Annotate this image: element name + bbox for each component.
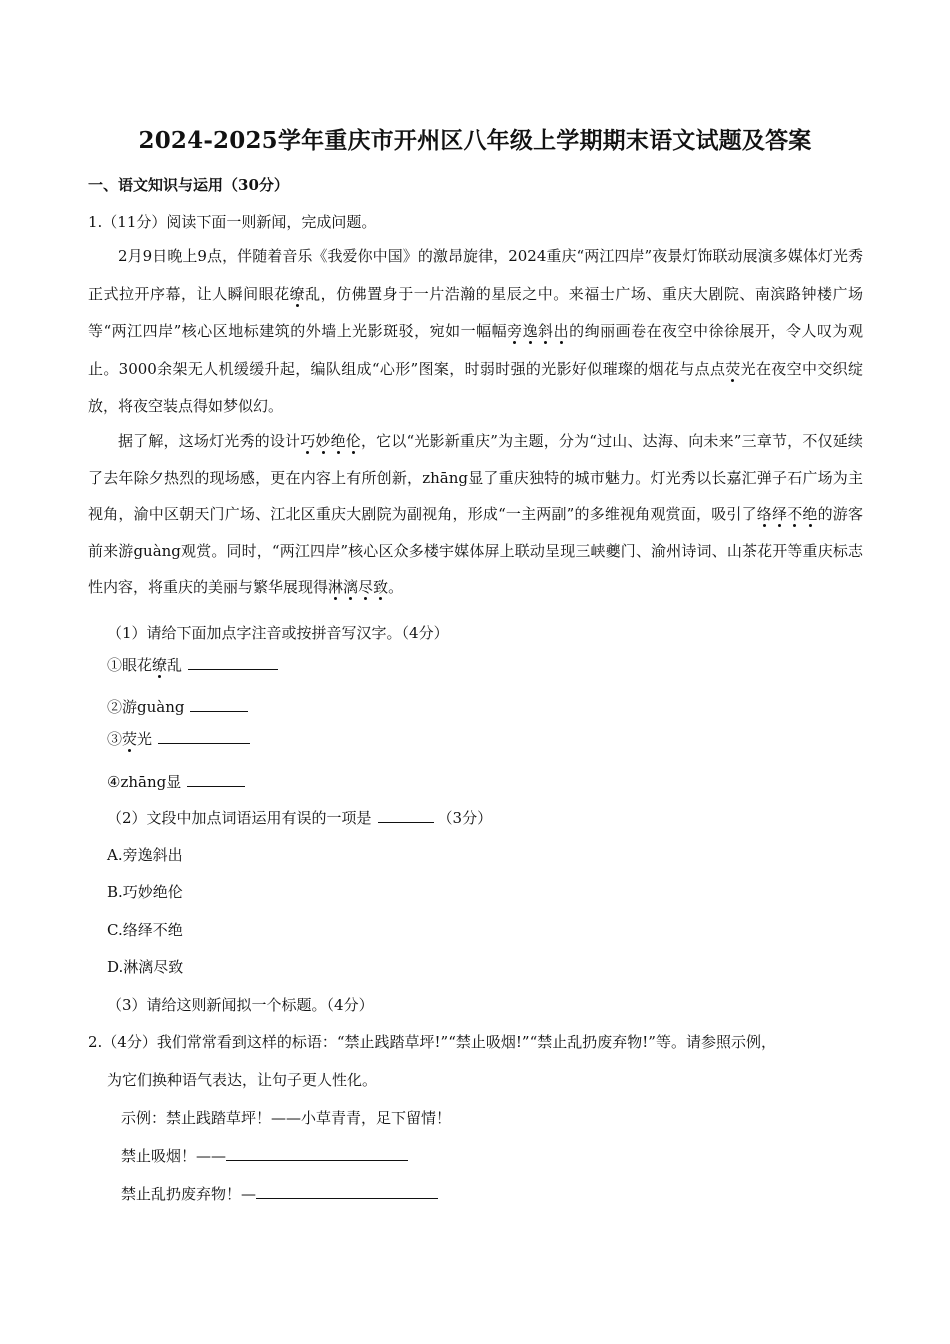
option-d: D.淋漓尽致 — [107, 958, 184, 976]
answer-blank[interactable] — [188, 654, 278, 670]
question-2-stem-line2: 为它们换种语气表达，让句子更人性化。 — [107, 1071, 378, 1089]
blank-line-1: 禁止吸烟！—— — [121, 1143, 408, 1169]
answer-blank[interactable] — [378, 807, 434, 823]
sub-question-1: （1）请给下面加点字注音或按拼音写汉字。（4分） — [107, 624, 449, 642]
option-c: C.络绎不绝 — [107, 921, 183, 939]
news-paragraph-2: 据了解，这场灯光秀的设计巧妙绝伦，它以“光影新重庆”为主题，分为“过山、达海、向未来”三章节，不仅延续了去年除夕热烈的现场感，更在内容上有所创新，zhāng显了重庆独特的城市魅力。灯光秀以长嘉汇弹子石广场为主视角，渝中区朝天门广场、江北区重庆大剧院为副视角，形成“一主两副”的多维视角观赏面，吸引了络绎不绝的游客前来游guàng观赏。同时，“两江四岸”核心区众多楼宇媒体屏上联动呈现三峡夔门、渝州诗词、山茶花开等重庆标志性内容，将重庆的美丽与繁华展现得淋漓尽致。 — [88, 432, 863, 597]
example-line: 示例：禁止践踏草坪！——小草青青，足下留情！ — [121, 1109, 452, 1127]
item-3: ③荧光 — [107, 726, 250, 752]
page-title: 2024-2025学年重庆市开州区八年级上学期期末语文试题及答案 — [138, 127, 812, 154]
sub-question-2: （2）文段中加点词语运用有误的一项是 （3分） — [107, 809, 493, 827]
item-2: ②游guàng — [107, 694, 248, 720]
question-2-stem-line1: 2.（4分）我们常常看到这样的标语：“禁止践踏草坪!”“禁止吸烟!”“禁止乱扔废弃物!”等。请参照示例， — [88, 1033, 776, 1051]
dotted-char: 缭 — [289, 284, 306, 303]
answer-blank[interactable] — [158, 728, 250, 744]
answer-blank[interactable] — [190, 696, 248, 712]
answer-blank[interactable] — [187, 771, 245, 787]
option-a: A.旁逸斜出 — [107, 846, 183, 864]
blank-line-2: 禁止乱扔废弃物！— — [121, 1181, 438, 1207]
answer-blank[interactable] — [256, 1183, 438, 1199]
question-1-stem: 1.（11分）阅读下面一则新闻，完成问题。 — [88, 213, 377, 231]
option-b: B.巧妙绝伦 — [107, 883, 183, 901]
item-1: ①眼花缭乱 — [107, 652, 278, 678]
answer-blank[interactable] — [226, 1145, 408, 1161]
news-paragraph-1: 2月9日晚上9点，伴随着音乐《我爱你中国》的激昂旋律，2024重庆“两江四岸”夜景灯饰联动展演多媒体灯光秀正式拉开序幕，让人瞬间眼花缭乱，仿佛置身于一片浩瀚的星辰之中。来福士广场、重庆大剧院、南滨路钟楼广场等“两江四岸”核心区地标建筑的外墙上光影斑驳，宛如一幅幅旁逸斜出的绚丽画卷在夜空中徐徐展开，令人叹为观止。3000余架无人机缓缓升起，编队组成“心形”图案，时弱时强的光影好似璀璨的烟花与点点荧光在夜空中交织绽放，将夜空装点得如梦似幻。 — [88, 247, 863, 416]
section-heading: 一、语文知识与运用（30分） — [88, 176, 289, 194]
sub-question-3: （3）请给这则新闻拟一个标题。（4分） — [107, 996, 374, 1014]
item-4: ④zhāng显 — [107, 769, 245, 795]
